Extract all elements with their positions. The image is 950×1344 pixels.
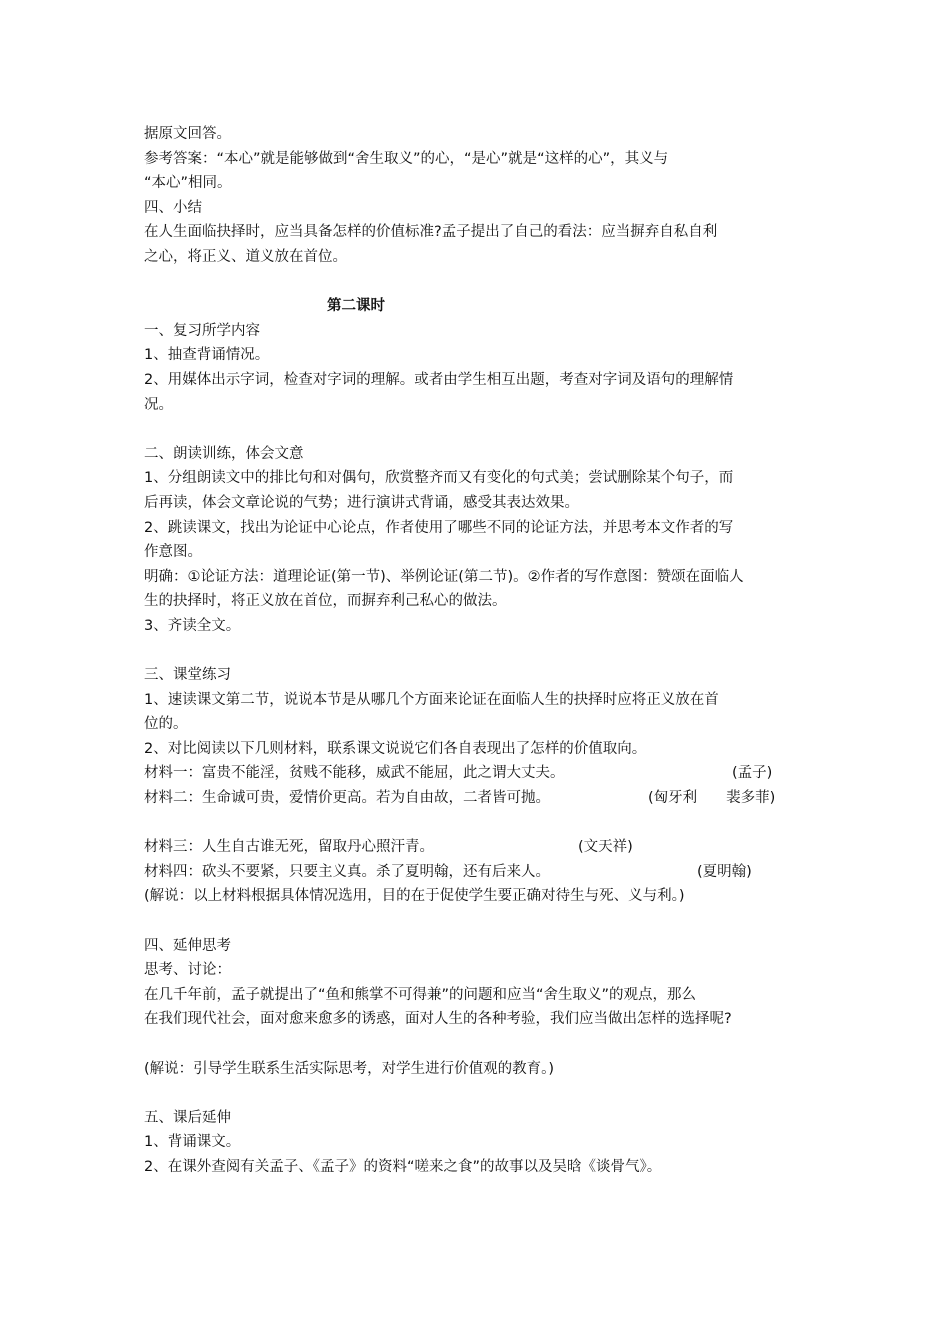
blank-line (144, 1081, 814, 1106)
intro-line-1: 据原文回答。 (144, 126, 231, 142)
reading-line-4: 作意图。 (144, 544, 202, 561)
material-2-text: 材料二：生命诚可贵，爱情价更高。若为自由故，二者皆可抛。 (144, 790, 550, 807)
summary-line-1: 在人生面临抉择时，应当具备怎样的价值标准?孟子提出了自己的看法：应当摒弃自私自利 (144, 224, 718, 241)
practice-line-1: 1、速读课文第二节，说说本节是从哪几个方面来论证在面临人生的抉择时应将正义放在首 (144, 691, 719, 708)
material-1 (144, 761, 814, 786)
extension-line-3: 在我们现代社会，面对愈来愈多的诱惑，面对人生的各种考验，我们应当做出怎样的选择呢? (144, 1011, 732, 1028)
material-3-source: (文天祥) (578, 839, 633, 856)
review-line-2: 2、用媒体出示字词，检查对字词的理解。或者由学生相互出题，考查对字词及语句的理解情 (144, 371, 734, 388)
practice-line-2: 位的。 (144, 716, 188, 733)
material-3-text: 材料三：人生自古谁无死，留取丹心照汗青。 (144, 839, 434, 856)
review-line-3: 况。 (144, 396, 173, 413)
blank-line (144, 417, 814, 442)
after-class-line-2: 2、在课外查阅有关孟子、《孟子》的资料“嗟来之食”的故事以及吴晗《谈骨气》。 (144, 1158, 662, 1175)
intro-line-2: 参考答案：“本心”就是能够做到“舍生取义”的心，“是心”就是“这样的心”，其义与 (144, 150, 669, 167)
blank-line (144, 1032, 814, 1057)
document-page (144, 122, 814, 1180)
material-4-text: 材料四：砍头不要紧，只要主义真。杀了夏明翰，还有后来人。 (144, 863, 550, 880)
material-4 (144, 860, 814, 885)
practice-note: (解说：以上材料根据具体情况选用，目的在于促使学生要正确对待生与死、义与利。) (144, 888, 685, 905)
material-2 (144, 786, 814, 811)
blank-line (144, 638, 814, 663)
material-3 (144, 835, 814, 860)
blank-line (144, 909, 814, 934)
extension-note: (解说：引导学生联系生活实际思考，对学生进行价值观的教育。) (144, 1060, 555, 1077)
extension-line-1: 思考、讨论： (144, 962, 231, 979)
after-class-heading: 五、课后延伸 (144, 1109, 231, 1126)
practice-heading: 三、课堂练习 (144, 667, 231, 684)
review-line-1: 1、抽查背诵情况。 (144, 347, 270, 364)
intro-line-3: “本心”相同。 (144, 175, 232, 192)
reading-line-3: 2、跳读课文，找出为论证中心论点，作者使用了哪些不同的论证方法，并思考本文作者的写 (144, 519, 734, 536)
reading-line-7: 3、齐读全文。 (144, 617, 241, 634)
reading-line-6: 生的抉择时，将正义放在首位，而摒弃利己私心的做法。 (144, 593, 507, 610)
reading-line-1: 1、分组朗读文中的排比句和对偶句，欣赏整齐而又有变化的句式美；尝试删除某个句子，而 (144, 470, 734, 487)
material-2-source: (匈牙利 裴多菲) (648, 790, 776, 807)
summary-line-2: 之心，将正义、道义放在首位。 (144, 248, 347, 265)
reading-line-2: 后再读，体会文章论说的气势；进行演讲式背诵，感受其表达效果。 (144, 494, 579, 511)
material-1-source: (孟子) (732, 765, 773, 782)
reading-heading: 二、朗读训练，体会文意 (144, 445, 304, 462)
reading-line-5: 明确：①论证方法：道理论证(第一节)、举例论证(第二节)。②作者的写作意图：赞颂在面临人 (144, 568, 744, 585)
review-heading: 一、复习所学内容 (144, 322, 260, 339)
blank-line (144, 270, 814, 295)
after-class-line-1: 1、背诵课文。 (144, 1134, 241, 1151)
material-4-source: (夏明翰) (697, 863, 752, 880)
extension-heading: 四、延伸思考 (144, 937, 231, 954)
material-1-text: 材料一：富贵不能淫，贫贱不能移，威武不能屈，此之谓大丈夫。 (144, 765, 565, 782)
lesson-title: 第二课时 (327, 298, 385, 315)
blank-line (144, 811, 814, 836)
extension-line-2: 在几千年前，孟子就提出了“鱼和熊掌不可得兼”的问题和应当“舍生取义”的观点，那么 (144, 986, 697, 1003)
summary-heading: 四、小结 (144, 199, 202, 216)
practice-line-3: 2、对比阅读以下几则材料，联系课文说说它们各自表现出了怎样的价值取向。 (144, 740, 647, 757)
